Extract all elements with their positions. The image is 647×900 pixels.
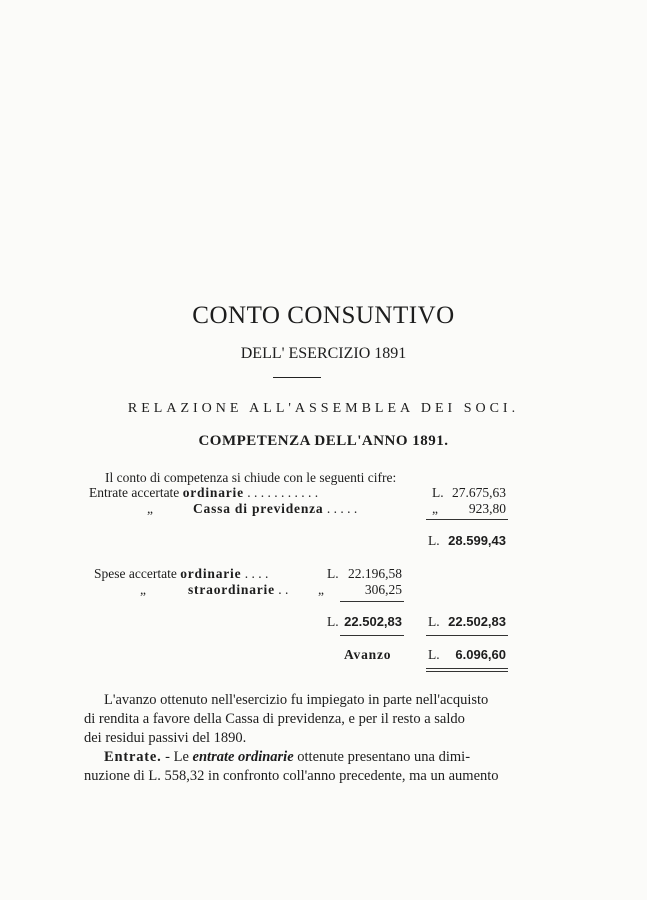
- spese-subtotal-amount: 22.502,83: [344, 614, 402, 629]
- entrate-ordinarie-label: ordinarie: [182, 485, 244, 500]
- paragraph-line: L'avanzo ottenuto nell'esercizio fu impiegato in parte nell'acquisto: [104, 692, 489, 708]
- paragraph-line: dei residui passivi del 1890.: [84, 730, 247, 746]
- spese-ordinarie-amount: 22.196,58: [348, 566, 402, 581]
- spese-label: Spese accertate: [94, 566, 177, 581]
- avanzo-rule-right: [426, 635, 508, 636]
- avanzo-label: Avanzo: [344, 647, 392, 662]
- entrate-previdenza-amount: 923,80: [468, 501, 506, 516]
- entrate-ordinarie-amount: 27.675,63: [452, 485, 506, 500]
- spese-subtotal-currency: L.: [327, 614, 339, 629]
- avanzo-currency: L.: [428, 647, 440, 662]
- entrate-ditto-mark: „: [147, 501, 153, 516]
- paragraph-line: di rendita a favore della Cassa di previdenza, e per il resto a saldo: [84, 711, 465, 727]
- entrate-emphasis: entrate ordinarie: [192, 749, 294, 765]
- avanzo-double-rule-1: [426, 668, 508, 669]
- entrate-row-previdenza: [193, 501, 357, 517]
- entrate-ordinarie-currency: L.: [432, 485, 444, 500]
- spese-ordinarie-currency: L.: [327, 566, 339, 581]
- page-subtitle: DELL' ESERCIZIO 1891: [240, 345, 407, 362]
- entrate-row-ordinarie: [89, 485, 318, 501]
- page-title: CONTO CONSUNTIVO: [192, 302, 455, 329]
- section-heading: RELAZIONE ALL'ASSEMBLEA DEI SOCI.: [127, 401, 520, 416]
- entrate-total-amount: 28.599,43: [448, 533, 506, 548]
- spese-total-amount: 22.502,83: [448, 614, 506, 629]
- avanzo-rule-left: [340, 635, 404, 636]
- spese-subtotal-rule: [340, 601, 404, 602]
- entrate-lead: Entrate.: [104, 749, 162, 765]
- spese-ditto-mark: „: [140, 582, 146, 597]
- entrate-total-rule: [426, 519, 508, 520]
- leader-dots: . .: [278, 582, 289, 597]
- entrate-previdenza-label: Cassa di previdenza: [193, 501, 324, 516]
- avanzo-double-rule-2: [426, 671, 508, 672]
- spese-row-straordinarie: [188, 582, 288, 598]
- subsection-heading: COMPETENZA DELL'ANNO 1891.: [198, 433, 449, 449]
- avanzo-amount: 6.096,60: [455, 647, 506, 662]
- intro-text: Il conto di competenza si chiude con le seguenti cifre:: [105, 470, 397, 485]
- entrate-dash: - Le: [161, 749, 193, 765]
- entrate-label: Entrate accertate: [89, 485, 180, 500]
- entrate-total-currency: L.: [428, 533, 440, 548]
- spese-ordinarie-label: ordinarie: [180, 566, 242, 581]
- entrate-previdenza-currency: „: [432, 501, 438, 516]
- spese-row-ordinarie: [94, 566, 268, 582]
- spese-total-currency: L.: [428, 614, 440, 629]
- spese-straordinarie-label: straordinarie: [188, 582, 275, 597]
- spese-straordinarie-amount: 306,25: [364, 582, 402, 597]
- paragraph-entrate-line: [104, 749, 470, 766]
- leader-dots: . . . . .: [326, 501, 358, 516]
- paragraph-line: nuzione di L. 558,32 in confronto coll'anno precedente, ma un aumento: [84, 768, 499, 784]
- spese-straordinarie-currency: „: [318, 582, 324, 597]
- leader-dots: . . . .: [244, 566, 269, 581]
- title-divider: [273, 377, 321, 378]
- leader-dots: . . . . . . . . . . .: [247, 485, 319, 500]
- entrate-rest: ottenute presentano una dimi-: [293, 749, 471, 765]
